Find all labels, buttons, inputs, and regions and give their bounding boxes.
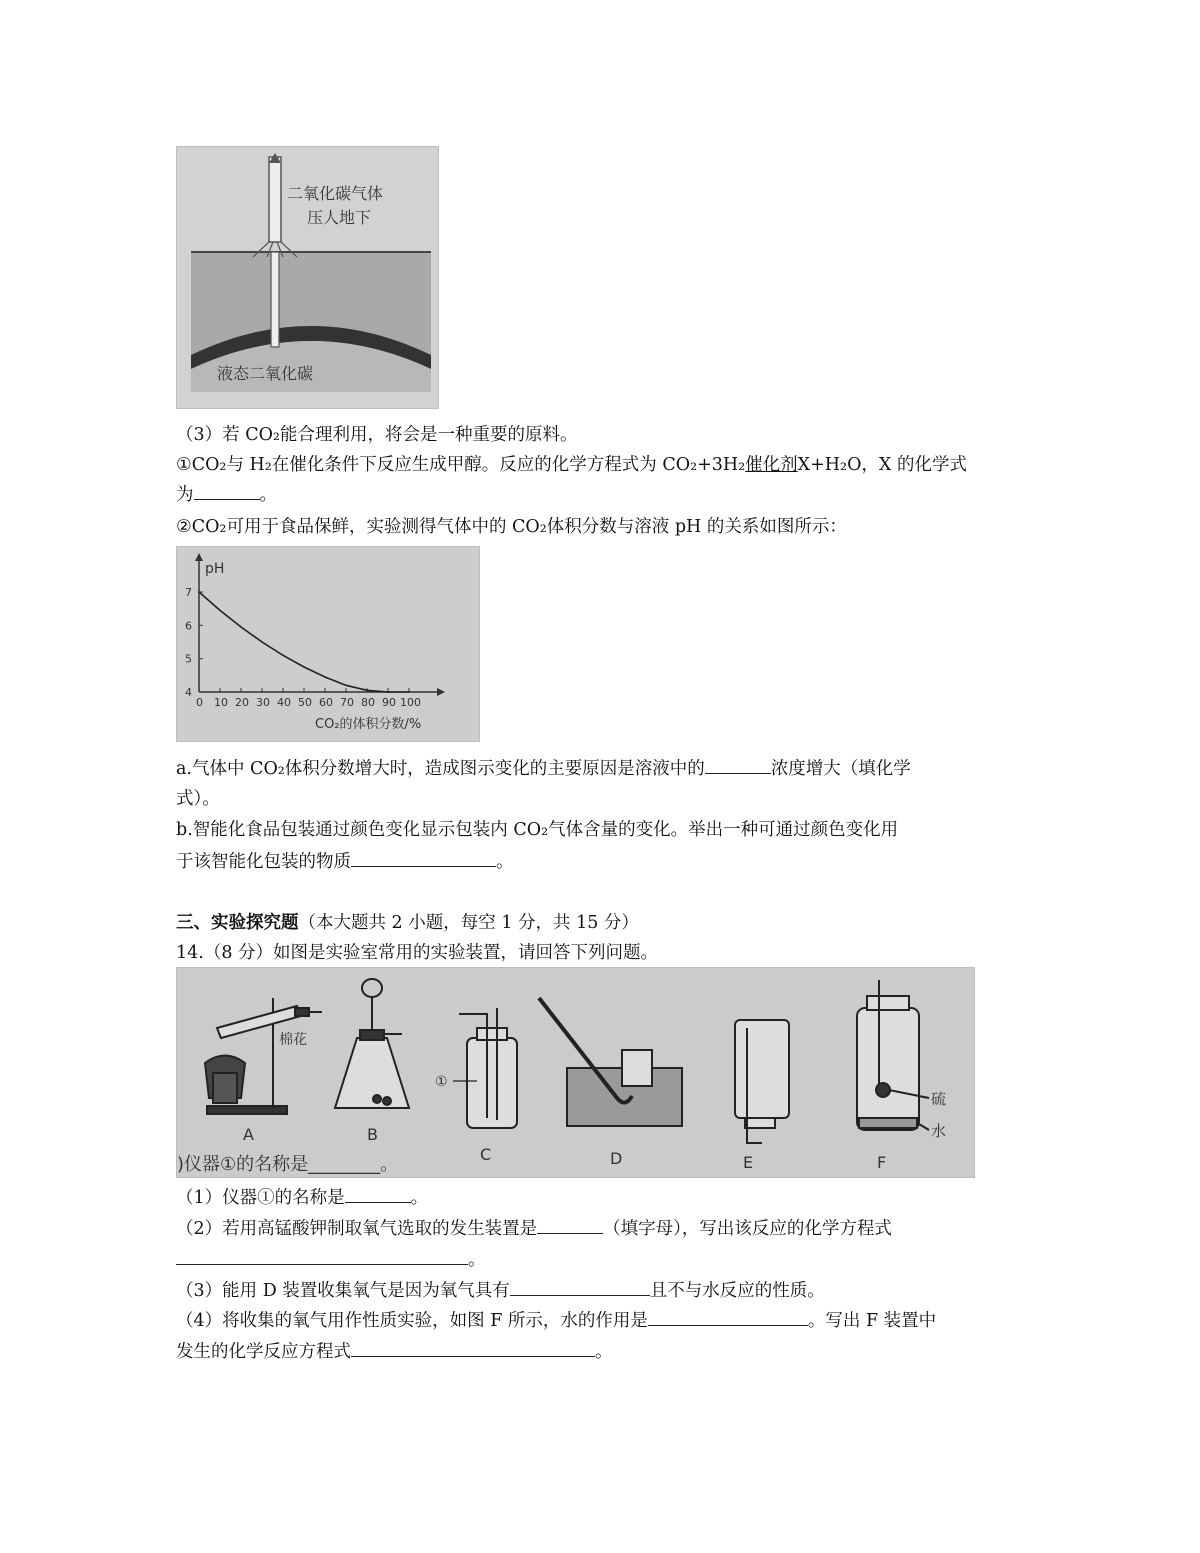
- answer-blank-x[interactable]: [194, 483, 260, 500]
- ph-chart-svg: [177, 547, 479, 741]
- figure-overlap-text: )仪器①的名称是________。: [177, 1154, 399, 1175]
- data-point: [345, 685, 347, 687]
- q3-item1-line2: [176, 483, 277, 507]
- x-tick-label: 100: [400, 696, 421, 709]
- q3-a-line2: 式）。: [176, 789, 220, 809]
- answer-blank-p2b[interactable]: [176, 1248, 468, 1265]
- q3-b-suffix: 。: [496, 852, 514, 872]
- label-f: F: [877, 1153, 887, 1172]
- x-tick-label: 50: [298, 696, 312, 709]
- x-tick-label: 30: [256, 696, 270, 709]
- x-tick-label: 70: [340, 696, 354, 709]
- data-point: [324, 676, 326, 678]
- label-sulfur: 硫: [931, 1090, 947, 1108]
- y-tick-label: 5: [185, 652, 192, 666]
- section3-heading: [176, 911, 639, 935]
- q14-p4-line1: [176, 1309, 936, 1333]
- q14-p2-line2-suffix: 。: [468, 1250, 486, 1270]
- label-liquid-co2: 液态二氧化碳: [217, 364, 314, 383]
- co2-storage-figure: [176, 146, 439, 409]
- label-a: A: [243, 1125, 254, 1144]
- y-tick-label: 4: [185, 686, 192, 699]
- q14-p2-suffix: （填字母），写出该反应的化学方程式: [603, 1219, 892, 1239]
- data-point: [303, 666, 305, 668]
- q14-stem: 14.（8 分）如图是实验室常用的实验装置，请回答下列问题。: [176, 943, 659, 963]
- q14-p4-prefix: （4）将收集的氧气用作性质实验，如图 F 所示，水的作用是: [176, 1311, 648, 1331]
- answer-blank-p4b[interactable]: [351, 1340, 595, 1357]
- label-co2-gas: 二氧化碳气体: [287, 184, 384, 203]
- q3-intro: （3）若 CO₂能合理利用，将会是一种重要的原料。: [176, 425, 578, 445]
- q14-p1-suffix: 。: [410, 1188, 429, 1208]
- label-pressed-underground: 压人地下: [307, 208, 372, 227]
- q14-p4-line2: [176, 1340, 613, 1364]
- q3-a-line1: [176, 757, 911, 781]
- q3-b-line1: b.智能化食品包装通过颜色变化显示包装内 CO₂气体含量的变化。举出一种可通过颜色变化用: [176, 820, 899, 840]
- label-e: E: [743, 1153, 754, 1172]
- data-point: [240, 626, 242, 628]
- q14-p3-prefix: （3）能用 D 装置收集氧气是因为氧气具有: [176, 1281, 510, 1301]
- x-tick-label: 20: [235, 696, 249, 709]
- q14-p1: [176, 1186, 428, 1210]
- q14-p3: [176, 1279, 825, 1303]
- q14-p1-prefix: （1）仪器①的名称是: [176, 1188, 345, 1208]
- x-axis-label: CO₂的体积分数/%: [315, 717, 422, 732]
- q14-p2-line2: [176, 1248, 486, 1272]
- data-point: [408, 691, 410, 693]
- data-point: [261, 641, 263, 643]
- label-marker: ①: [435, 1074, 448, 1090]
- x-tick-label: 80: [361, 696, 375, 709]
- q3-item1-part1: ①CO₂与 H₂在催化条件下反应生成甲醇。反应的化学方程式为 CO₂+3H₂: [176, 455, 746, 475]
- answer-blank-p1[interactable]: [345, 1186, 411, 1203]
- x-tick-label: 60: [319, 696, 333, 709]
- section3-title: 三、实验探究题: [176, 913, 299, 933]
- y-tick-label: 6: [185, 619, 192, 633]
- data-point: [198, 591, 200, 593]
- q14-p4-line2-suffix: 。: [595, 1342, 613, 1362]
- x-tick-label: 0: [196, 696, 203, 709]
- catalyst-label: 催化剂: [745, 455, 798, 475]
- q3-item2: ②CO₂可用于食品保鲜，实验测得气体中的 CO₂体积分数与溶液 pH 的关系如图所示：: [176, 517, 847, 537]
- q3-item1-line2-suffix: 。: [259, 485, 277, 505]
- q14-p4-line2-prefix: 发生的化学反应方程式: [176, 1342, 351, 1362]
- lab-apparatus-figure: [176, 967, 975, 1178]
- q14-p4-suffix: 。写出 F 装置中: [807, 1311, 937, 1331]
- q14-p3-suffix: 且不与水反应的性质。: [649, 1281, 825, 1301]
- ph-chart: [176, 546, 480, 742]
- answer-blank-p4a[interactable]: [648, 1309, 808, 1326]
- q3-a-prefix: a.气体中 CO₂体积分数增大时，造成图示变化的主要原因是溶液中的: [176, 759, 705, 779]
- y-axis-label: pH: [205, 561, 225, 577]
- q3-b-line2: [176, 850, 514, 874]
- data-point: [366, 690, 368, 692]
- section3-note: （本大题共 2 小题，每空 1 分，共 15 分）: [298, 913, 639, 933]
- y-tick-label: 7: [185, 586, 192, 599]
- data-point: [282, 655, 284, 657]
- q3-item1-part2: X+H₂O，X 的化学式: [797, 455, 967, 475]
- q3-b-prefix: 于该智能化包装的物质: [176, 852, 351, 872]
- label-b: B: [367, 1125, 378, 1144]
- label-cotton: 棉花: [279, 1032, 307, 1048]
- data-point: [387, 691, 389, 693]
- q3-a-suffix: 浓度增大（填化学: [770, 759, 911, 779]
- x-tick-label: 90: [382, 696, 396, 709]
- label-water: 水: [931, 1122, 947, 1140]
- q3-item1-line1: [176, 453, 967, 477]
- answer-blank-p2a[interactable]: [537, 1217, 603, 1234]
- label-d: D: [610, 1149, 623, 1168]
- answer-blank-a[interactable]: [705, 757, 771, 774]
- q3-item1-line2-prefix: 为: [176, 485, 194, 505]
- label-c: C: [480, 1145, 492, 1164]
- x-tick-label: 10: [214, 696, 228, 709]
- data-point: [219, 610, 221, 612]
- q14-p2-line1: [176, 1217, 892, 1241]
- answer-blank-p3[interactable]: [510, 1279, 650, 1296]
- x-tick-label: 40: [277, 696, 291, 709]
- answer-blank-b[interactable]: [351, 850, 496, 867]
- q14-p2-prefix: （2）若用高锰酸钾制取氧气选取的发生装置是: [176, 1219, 538, 1239]
